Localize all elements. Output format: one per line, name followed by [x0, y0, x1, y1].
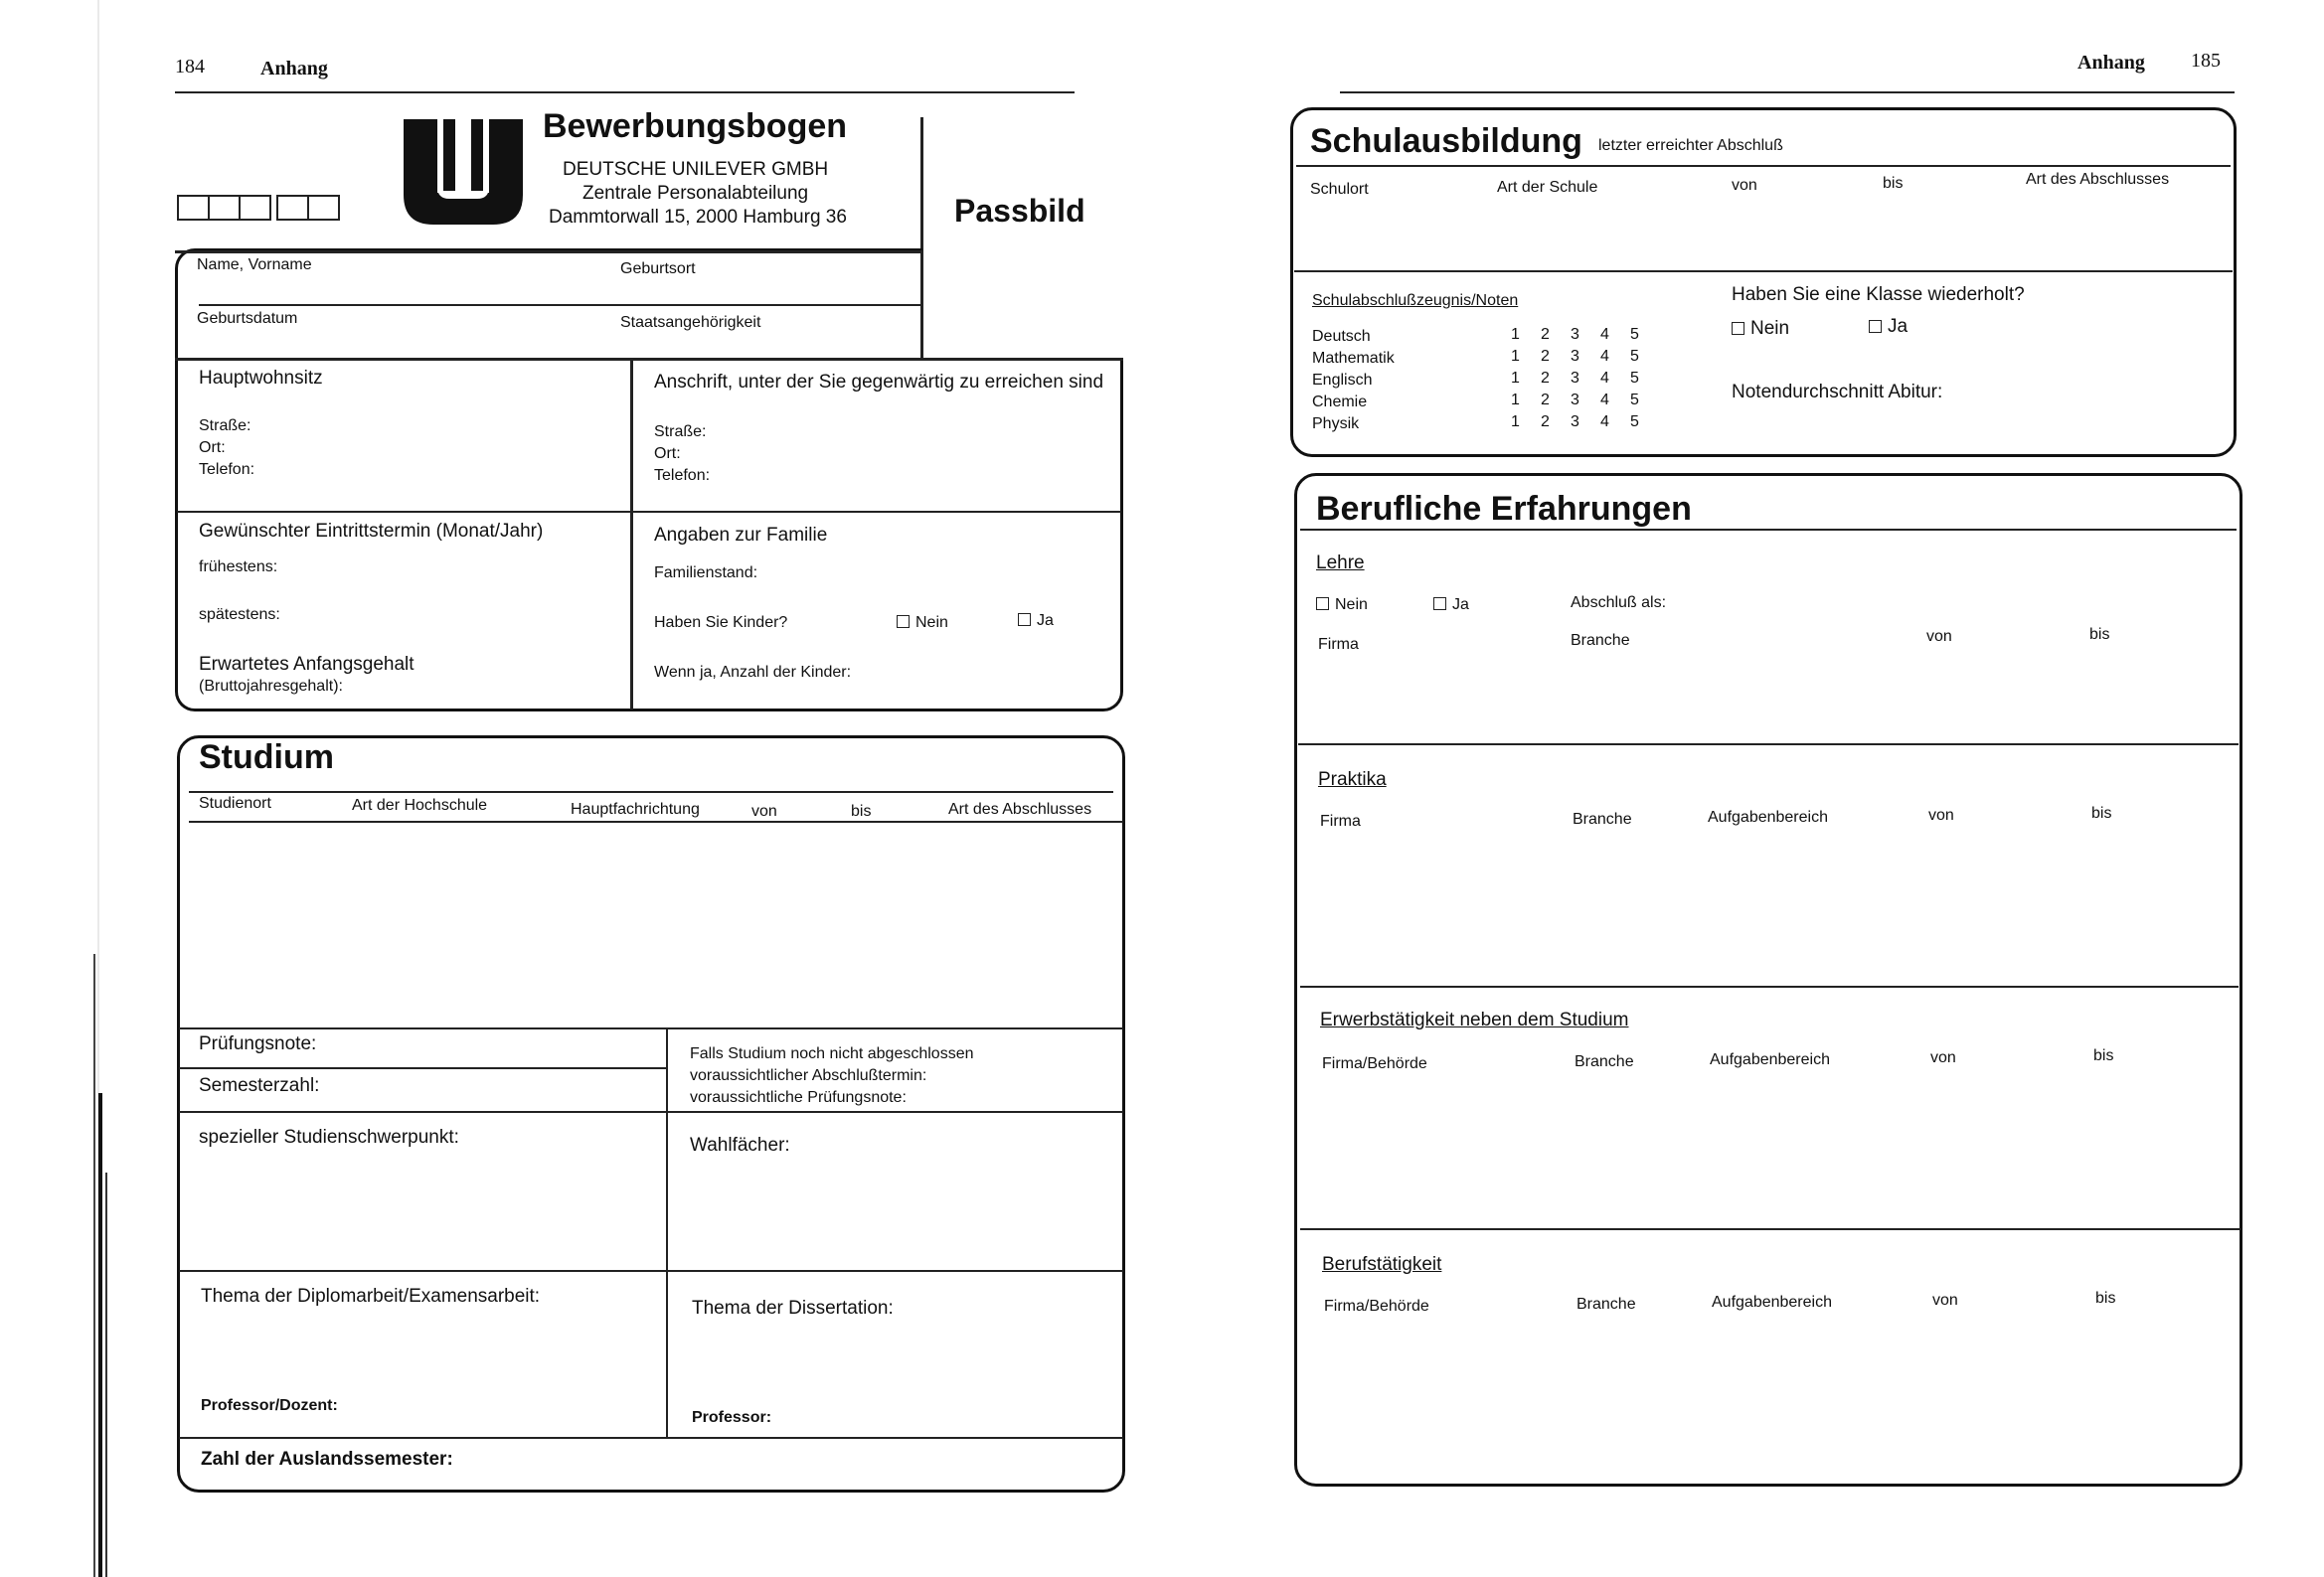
- lehre-from: von: [1926, 628, 1952, 645]
- experience-header-rule: [1300, 529, 2237, 531]
- grade-3[interactable]: 3: [1571, 370, 1579, 387]
- label-marital-status: Familienstand:: [654, 564, 758, 581]
- label-dissertation: Thema der Dissertation:: [692, 1298, 894, 1319]
- children-yes-label: Ja: [1037, 612, 1054, 629]
- company-name: DEUTSCHE UNILEVER GMBH: [563, 159, 829, 180]
- checkbox-icon[interactable]: [897, 615, 910, 628]
- career-branch: Branche: [1577, 1296, 1636, 1313]
- grade-1[interactable]: 1: [1511, 370, 1520, 387]
- grade-5[interactable]: 5: [1630, 348, 1639, 365]
- grade-5[interactable]: 5: [1630, 370, 1639, 387]
- col-school-abschluss: Art des Abschlusses: [2026, 171, 2170, 188]
- side-job-from: von: [1930, 1049, 1956, 1066]
- label-latest: spätestens:: [199, 606, 280, 623]
- label-current-street: Straße:: [654, 423, 707, 440]
- checkbox-icon[interactable]: [1316, 597, 1329, 610]
- col-hochschule: Art der Hochschule: [352, 797, 488, 814]
- grade-2[interactable]: 2: [1541, 392, 1550, 408]
- label-career: Berufstätigkeit: [1322, 1254, 1442, 1275]
- praktika-branch: Branche: [1573, 811, 1632, 828]
- address-divider: [630, 360, 633, 710]
- checkbox-icon[interactable]: [1732, 322, 1744, 335]
- grade-2[interactable]: 2: [1541, 370, 1550, 387]
- studium-row2-rule: [179, 1111, 1123, 1113]
- checkbox-icon[interactable]: [1018, 613, 1031, 626]
- grade-4[interactable]: 4: [1600, 370, 1609, 387]
- unilever-logo: [400, 117, 527, 227]
- code-box[interactable]: [210, 195, 241, 221]
- studium-center-divider: [666, 1027, 668, 1437]
- repeat-yes-label: Ja: [1888, 316, 1909, 337]
- subject-mathematik: Mathematik: [1312, 350, 1395, 367]
- label-family: Angaben zur Familie: [654, 525, 828, 546]
- lehre-yes-label: Ja: [1452, 596, 1469, 613]
- grade-4[interactable]: 4: [1600, 348, 1609, 365]
- checkbox-icon[interactable]: [1433, 597, 1446, 610]
- label-phone: Telefon:: [199, 461, 255, 478]
- personal-mid-rule: [199, 304, 920, 306]
- grade-2[interactable]: 2: [1541, 413, 1550, 430]
- grade-2[interactable]: 2: [1541, 348, 1550, 365]
- right-page-number: 185: [2191, 50, 2221, 72]
- label-professor: Professor:: [692, 1409, 772, 1426]
- col-von: von: [751, 803, 777, 820]
- code-box[interactable]: [276, 195, 309, 221]
- lehre-no-option[interactable]: [1316, 596, 1368, 614]
- children-no-option[interactable]: [897, 614, 948, 632]
- label-current-phone: Telefon:: [654, 467, 711, 484]
- grade-scale-row[interactable]: [1511, 370, 1660, 388]
- school-entry-area[interactable]: [1296, 199, 2227, 268]
- subject-chemie: Chemie: [1312, 394, 1368, 410]
- label-city: Ort:: [199, 439, 226, 456]
- right-running-head: Anhang: [2077, 52, 2145, 74]
- form-title: Bewerbungsbogen: [543, 107, 848, 145]
- personal-top-rule: [175, 250, 922, 253]
- label-current-address: Anschrift, unter der Sie gegenwärtig zu erreichen sind: [654, 372, 1104, 393]
- grade-1[interactable]: 1: [1511, 348, 1520, 365]
- experience-heading: Berufliche Erfahrungen: [1316, 490, 1692, 528]
- col-school-bis: bis: [1883, 175, 1904, 192]
- left-header-rule: [175, 91, 1075, 93]
- label-focus: spezieller Studienschwerpunkt:: [199, 1127, 459, 1148]
- label-not-finished-1: Falls Studium noch nicht abgeschlossen: [690, 1045, 974, 1062]
- subject-englisch: Englisch: [1312, 372, 1373, 389]
- code-box[interactable]: [241, 195, 271, 221]
- side-job-tasks: Aufgabenbereich: [1710, 1051, 1830, 1068]
- career-tasks: Aufgabenbereich: [1712, 1294, 1832, 1311]
- label-thesis: Thema der Diplomarbeit/Examensarbeit:: [201, 1286, 541, 1307]
- label-professor-lecturer: Professor/Dozent:: [201, 1397, 338, 1414]
- side-job-bottom-rule: [1300, 1228, 2241, 1230]
- col-studienort: Studienort: [199, 795, 271, 812]
- side-job-firm: Firma/Behörde: [1322, 1055, 1427, 1072]
- exam-grade-rule: [179, 1067, 666, 1069]
- grade-3[interactable]: 3: [1571, 348, 1579, 365]
- grade-1[interactable]: 1: [1511, 392, 1520, 408]
- label-salary: Erwartetes Anfangsgehalt: [199, 654, 415, 675]
- grade-2[interactable]: 2: [1541, 326, 1550, 343]
- lehre-bottom-rule: [1298, 743, 2239, 745]
- career-from: von: [1932, 1292, 1958, 1309]
- col-abschluss: Art des Abschlusses: [948, 801, 1092, 818]
- label-grades-title: Schulabschlußzeugnis/Noten: [1312, 292, 1519, 309]
- grade-scale-row[interactable]: [1511, 326, 1660, 344]
- praktika-bottom-rule: [1300, 986, 2239, 988]
- col-hauptfach: Hauptfachrichtung: [571, 801, 700, 818]
- lehre-branch: Branche: [1571, 632, 1630, 649]
- label-electives: Wahlfächer:: [690, 1135, 790, 1156]
- left-running-head: Anhang: [260, 58, 328, 79]
- lehre-no-label: Nein: [1335, 596, 1368, 613]
- label-earliest: frühestens:: [199, 558, 278, 575]
- label-birthdate: Geburtsdatum: [197, 310, 298, 327]
- code-box[interactable]: [177, 195, 210, 221]
- grade-5[interactable]: 5: [1630, 413, 1639, 430]
- col-bis: bis: [851, 803, 872, 820]
- praktika-from: von: [1928, 807, 1954, 824]
- label-current-city: Ort:: [654, 445, 681, 462]
- studium-header-rule: [189, 791, 1113, 793]
- career-firm: Firma/Behörde: [1324, 1298, 1429, 1315]
- col-school-von: von: [1732, 177, 1757, 194]
- grade-3[interactable]: 3: [1571, 392, 1579, 408]
- children-no-label: Nein: [915, 614, 948, 631]
- col-schulort: Schulort: [1310, 181, 1369, 198]
- label-side-job: Erwerbstätigkeit neben dem Studium: [1320, 1010, 1629, 1030]
- label-semesters: Semesterzahl:: [199, 1075, 320, 1096]
- grade-4[interactable]: 4: [1600, 392, 1609, 408]
- checkbox-icon[interactable]: [1869, 320, 1882, 333]
- repeat-yes-option[interactable]: [1869, 316, 1908, 338]
- praktika-to: bis: [2091, 805, 2112, 822]
- label-name: Name, Vorname: [197, 256, 312, 273]
- label-birthplace: Geburtsort: [620, 260, 696, 277]
- applicant-code-boxes[interactable]: [177, 195, 340, 221]
- grade-4[interactable]: 4: [1600, 413, 1609, 430]
- praktika-tasks: Aufgabenbereich: [1708, 809, 1828, 826]
- career-to: bis: [2095, 1290, 2116, 1307]
- lehre-firm: Firma: [1318, 636, 1359, 653]
- left-page-number: 184: [175, 56, 205, 78]
- label-children-count: Wenn ja, Anzahl der Kinder:: [654, 664, 852, 681]
- grade-1[interactable]: 1: [1511, 413, 1520, 430]
- studium-row3-rule: [179, 1270, 1123, 1272]
- lehre-to: bis: [2089, 626, 2110, 643]
- grade-3[interactable]: 3: [1571, 413, 1579, 430]
- code-box[interactable]: [309, 195, 340, 221]
- col-schulart: Art der Schule: [1497, 179, 1598, 196]
- repeat-no-label: Nein: [1750, 318, 1790, 339]
- label-lehre: Lehre: [1316, 552, 1365, 573]
- label-praktika: Praktika: [1318, 769, 1387, 790]
- studium-entries-area[interactable]: [180, 823, 1122, 1025]
- studium-row4-rule: [179, 1437, 1123, 1439]
- label-not-finished-3: voraussichtliche Prüfungsnote:: [690, 1089, 907, 1106]
- grade-5[interactable]: 5: [1630, 392, 1639, 408]
- grade-4[interactable]: 4: [1600, 326, 1609, 343]
- children-yes-option[interactable]: [1018, 612, 1054, 630]
- praktika-firm: Firma: [1320, 813, 1361, 830]
- address-mid-rule: [177, 511, 1121, 513]
- binding-edge: [84, 0, 110, 1577]
- subject-physik: Physik: [1312, 415, 1360, 432]
- label-repeat-question: Haben Sie eine Klasse wiederholt?: [1732, 284, 2025, 305]
- grade-scale-row[interactable]: [1511, 392, 1660, 409]
- right-header-rule: [1340, 91, 2235, 93]
- school-subheading: letzter erreichter Abschluß: [1598, 137, 1783, 154]
- side-job-branch: Branche: [1575, 1053, 1634, 1070]
- photo-label: Passbild: [954, 193, 1085, 229]
- side-job-to: bis: [2093, 1047, 2114, 1064]
- lehre-yes-option[interactable]: [1433, 596, 1469, 614]
- studium-heading: Studium: [199, 738, 334, 776]
- label-children-question: Haben Sie Kinder?: [654, 614, 788, 631]
- label-nationality: Staatsangehörigkeit: [620, 314, 761, 331]
- label-main-residence: Hauptwohnsitz: [199, 368, 323, 389]
- label-street: Straße:: [199, 417, 251, 434]
- grade-3[interactable]: 3: [1571, 326, 1579, 343]
- company-address: Dammtorwall 15, 2000 Hamburg 36: [549, 207, 847, 228]
- label-exam-grade: Prüfungsnote:: [199, 1033, 317, 1054]
- label-abitur-average: Notendurchschnitt Abitur:: [1732, 382, 1943, 402]
- label-not-finished-2: voraussichtlicher Abschlußtermin:: [690, 1067, 927, 1084]
- grade-5[interactable]: 5: [1630, 326, 1639, 343]
- repeat-no-option[interactable]: [1732, 318, 1789, 340]
- grade-scale-row[interactable]: [1511, 348, 1660, 366]
- studium-entries-bottom-rule: [179, 1027, 1123, 1029]
- school-header-rule: [1296, 165, 2231, 167]
- school-mid-rule: [1294, 270, 2233, 272]
- label-entry-date: Gewünschter Eintrittstermin (Monat/Jahr): [199, 521, 544, 542]
- school-heading: Schulausbildung: [1310, 122, 1582, 160]
- label-abroad-semesters: Zahl der Auslandssemester:: [201, 1449, 453, 1470]
- label-graduated-as: Abschluß als:: [1571, 594, 1667, 611]
- subject-deutsch: Deutsch: [1312, 328, 1371, 345]
- department: Zentrale Personalabteilung: [582, 183, 809, 204]
- label-salary-note: (Bruttojahresgehalt):: [199, 678, 343, 695]
- experience-box: [1294, 473, 2242, 1487]
- grade-scale-row[interactable]: [1511, 413, 1660, 431]
- address-top-rule: [175, 358, 1123, 361]
- grade-1[interactable]: 1: [1511, 326, 1520, 343]
